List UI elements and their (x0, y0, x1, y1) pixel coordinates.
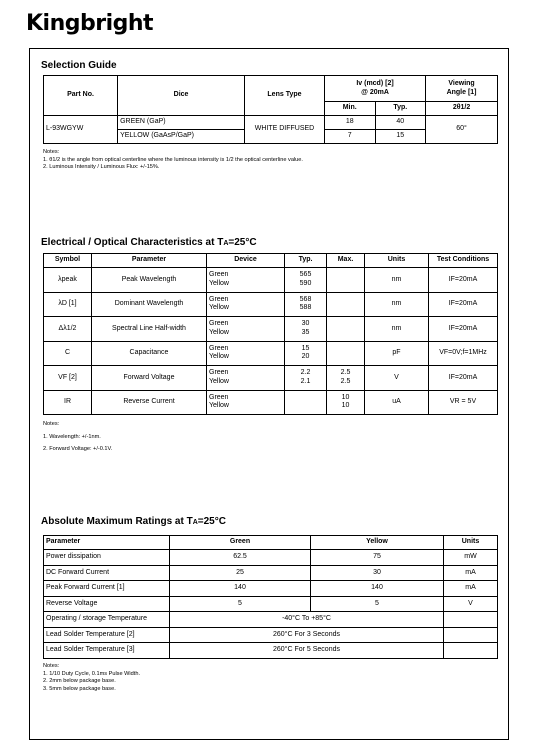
col-parameter: Parameter (92, 254, 207, 268)
table-row (44, 581, 498, 597)
typ-cell-line: 2.2 (300, 369, 311, 377)
table-row (44, 612, 498, 628)
electrical-table (43, 253, 498, 415)
part-number: L-93WGYW (44, 116, 118, 144)
table-row (44, 643, 498, 659)
device-cell-line: Yellow (209, 377, 229, 385)
units-cell: nm (365, 292, 429, 317)
max-cell (327, 317, 365, 342)
note-line: Notes: (43, 421, 60, 427)
yellow-cell: 140 (311, 581, 444, 597)
col-theta: 2θ1/2 (426, 102, 498, 116)
device-cell-line: Green (209, 344, 229, 352)
angle-cell: 60° (426, 116, 498, 144)
device-cell-line: Yellow (209, 328, 229, 336)
yellow-cell: 5 (311, 596, 444, 612)
typ-cell: 15 (375, 130, 426, 144)
col-part-no: Part No. (44, 76, 118, 116)
note-line: 2. Luminous Intensity / Luminous Flux: +/-15%. (43, 164, 160, 170)
units-cell: mA (444, 565, 498, 581)
device-cell (207, 366, 285, 391)
parameter-cell: Spectral Line Half-width (92, 317, 207, 342)
min-cell: 7 (324, 130, 375, 144)
typ-cell-line: 565 (299, 271, 312, 279)
col-units: Units (444, 536, 498, 550)
typ-cell-line: 590 (299, 279, 312, 287)
brand-logo: Kingbright (26, 11, 154, 36)
device-cell-line: Green (209, 295, 229, 303)
parameter-cell: Operating / storage Temperature (44, 612, 170, 628)
col-units: Units (365, 254, 429, 268)
units-cell: nm (365, 317, 429, 342)
yellow-cell: 30 (311, 565, 444, 581)
col-viewing (426, 76, 498, 102)
typ-cell-line: 35 (301, 328, 310, 336)
typ-cell: 40 (375, 116, 426, 130)
typ-cell-line: 588 (299, 304, 312, 312)
parameter-cell: Dominant Wavelength (92, 292, 207, 317)
parameter-cell: Peak Wavelength (92, 268, 207, 293)
parameter-cell: Forward Voltage (92, 366, 207, 391)
table-row (44, 268, 498, 293)
typ-cell (285, 317, 327, 342)
max-cell-line: 2.5 (340, 377, 351, 385)
min-cell: 18 (324, 116, 375, 130)
col-parameter: Parameter (44, 536, 170, 550)
green-cell: 140 (170, 581, 311, 597)
col-min: Min. (324, 102, 375, 116)
col-test-conditions: Test Conditions (429, 254, 498, 268)
note-line: 3. 5mm below package base. (43, 685, 116, 692)
col-green: Green (170, 536, 311, 550)
symbol-cell: C (44, 341, 92, 366)
table-row (44, 317, 498, 342)
value-cell: -40°C To +85°C (170, 612, 444, 628)
parameter-cell: Power dissipation (44, 550, 170, 566)
lens-cell: WHITE DIFFUSED (245, 116, 325, 144)
device-cell (207, 292, 285, 317)
parameter-cell: Reverse Current (92, 390, 207, 415)
parameter-cell: Lead Solder Temperature [3] (44, 643, 170, 659)
typ-cell-line: 20 (301, 353, 310, 361)
col-iv (324, 76, 425, 102)
selection-guide-table (43, 75, 498, 144)
units-cell (444, 643, 498, 659)
device-cell (207, 390, 285, 415)
yellow-cell: 75 (311, 550, 444, 566)
symbol-cell: λD [1] (44, 292, 92, 317)
symbol-cell: λpeak (44, 268, 92, 293)
table-row (44, 596, 498, 612)
max-cell-line: 10 (341, 402, 350, 410)
electrical-notes (43, 418, 112, 456)
angle-label: Angle [1] (446, 88, 477, 96)
viewing-label: Viewing (448, 80, 475, 87)
max-cell (327, 366, 365, 391)
device-cell-line: Yellow (209, 353, 229, 361)
units-cell: nm (365, 268, 429, 293)
typ-cell-line: 2.1 (300, 377, 311, 385)
col-lens-type: Lens Type (245, 76, 325, 116)
symbol-cell: Δλ1/2 (44, 317, 92, 342)
iv-label: Iv (mcd) [2] (356, 80, 394, 87)
units-cell: mA (444, 581, 498, 597)
note-line: 1. θ1/2 is the angle from optical centerline where the luminous intensity is 1/2 the optical centerline value. (43, 156, 303, 163)
value-cell: 260°C For 3 Seconds (170, 627, 444, 643)
title-subscript: A (192, 519, 198, 526)
device-cell-line: Green (209, 271, 229, 279)
col-device: Device (207, 254, 285, 268)
typ-cell-line: 30 (301, 320, 310, 328)
max-cell-line: 2.5 (340, 369, 351, 377)
max-cell-line: 10 (341, 393, 350, 401)
green-cell: 25 (170, 565, 311, 581)
absolute-ratings-table (43, 535, 498, 659)
note-line: Notes: (43, 663, 60, 669)
parameter-cell: DC Forward Current (44, 565, 170, 581)
device-cell (207, 317, 285, 342)
col-symbol: Symbol (44, 254, 92, 268)
units-cell: uA (365, 390, 429, 415)
table-row (44, 565, 498, 581)
title-text: Absolute Maximum Ratings at T (41, 516, 193, 527)
col-dice: Dice (118, 76, 245, 116)
selection-notes (43, 149, 303, 172)
typ-cell-line: 568 (299, 295, 312, 303)
units-cell: V (444, 596, 498, 612)
col-typ: Typ. (285, 254, 327, 268)
test-cell: VF=0V;f=1MHz (429, 341, 498, 366)
test-cell: IF=20mA (429, 292, 498, 317)
dice-cell: YELLOW (GaAsP/GaP) (118, 130, 245, 144)
test-cell: VR = 5V (429, 390, 498, 415)
green-cell: 62.5 (170, 550, 311, 566)
typ-cell (285, 366, 327, 391)
test-cell: IF=20mA (429, 366, 498, 391)
title-text: Electrical / Optical Characteristics at T (41, 237, 224, 248)
units-cell (444, 627, 498, 643)
device-cell (207, 341, 285, 366)
title-end: =25°C (197, 516, 226, 527)
units-cell: pF (365, 341, 429, 366)
device-cell-line: Green (209, 369, 229, 377)
units-cell: V (365, 366, 429, 391)
symbol-cell: VF [2] (44, 366, 92, 391)
table-row (44, 341, 498, 366)
table-row (44, 116, 498, 130)
max-cell (327, 341, 365, 366)
table-row (44, 627, 498, 643)
note-line: 1. 1/10 Duty Cycle, 0.1ms Pulse Width. (43, 670, 140, 677)
note-line: Notes: (43, 149, 60, 155)
table-row (44, 390, 498, 415)
note-line: 2. Forward Voltage: +/-0.1V. (43, 446, 113, 452)
test-cell: IF=20mA (429, 268, 498, 293)
iv-condition: @ 20mA (361, 88, 389, 96)
table-row (44, 292, 498, 317)
max-cell (327, 268, 365, 293)
green-cell: 5 (170, 596, 311, 612)
absolute-notes (43, 663, 140, 693)
units-cell (444, 612, 498, 628)
col-max: Max. (327, 254, 365, 268)
absolute-ratings-title (41, 516, 226, 527)
note-line: 1. Wavelength: +/-1nm. (43, 433, 101, 440)
parameter-cell: Lead Solder Temperature [2] (44, 627, 170, 643)
device-cell (207, 268, 285, 293)
parameter-cell: Reverse Voltage (44, 596, 170, 612)
max-cell (327, 390, 365, 415)
device-cell-line: Yellow (209, 279, 229, 287)
device-cell-line: Green (209, 320, 229, 328)
selection-guide-title: Selection Guide (41, 60, 117, 71)
typ-cell (285, 341, 327, 366)
note-line: 2. 2mm below package base. (43, 678, 116, 684)
col-yellow: Yellow (311, 536, 444, 550)
table-row (44, 550, 498, 566)
typ-cell-line: 15 (301, 344, 310, 352)
value-cell: 260°C For 5 Seconds (170, 643, 444, 659)
test-cell: IF=20mA (429, 317, 498, 342)
device-cell-line: Yellow (209, 304, 229, 312)
symbol-cell: IR (44, 390, 92, 415)
max-cell (327, 292, 365, 317)
title-subscript: A (223, 240, 229, 247)
col-typ: Typ. (375, 102, 426, 116)
table-row (44, 366, 498, 391)
typ-cell (285, 268, 327, 293)
electrical-title (41, 237, 257, 248)
typ-cell (285, 292, 327, 317)
device-cell-line: Green (209, 393, 229, 401)
parameter-cell: Capacitance (92, 341, 207, 366)
title-end: =25°C (228, 237, 257, 248)
typ-cell (285, 390, 327, 415)
dice-cell: GREEN (GaP) (118, 116, 245, 130)
parameter-cell: Peak Forward Current [1] (44, 581, 170, 597)
device-cell-line: Yellow (209, 402, 229, 410)
units-cell: mW (444, 550, 498, 566)
